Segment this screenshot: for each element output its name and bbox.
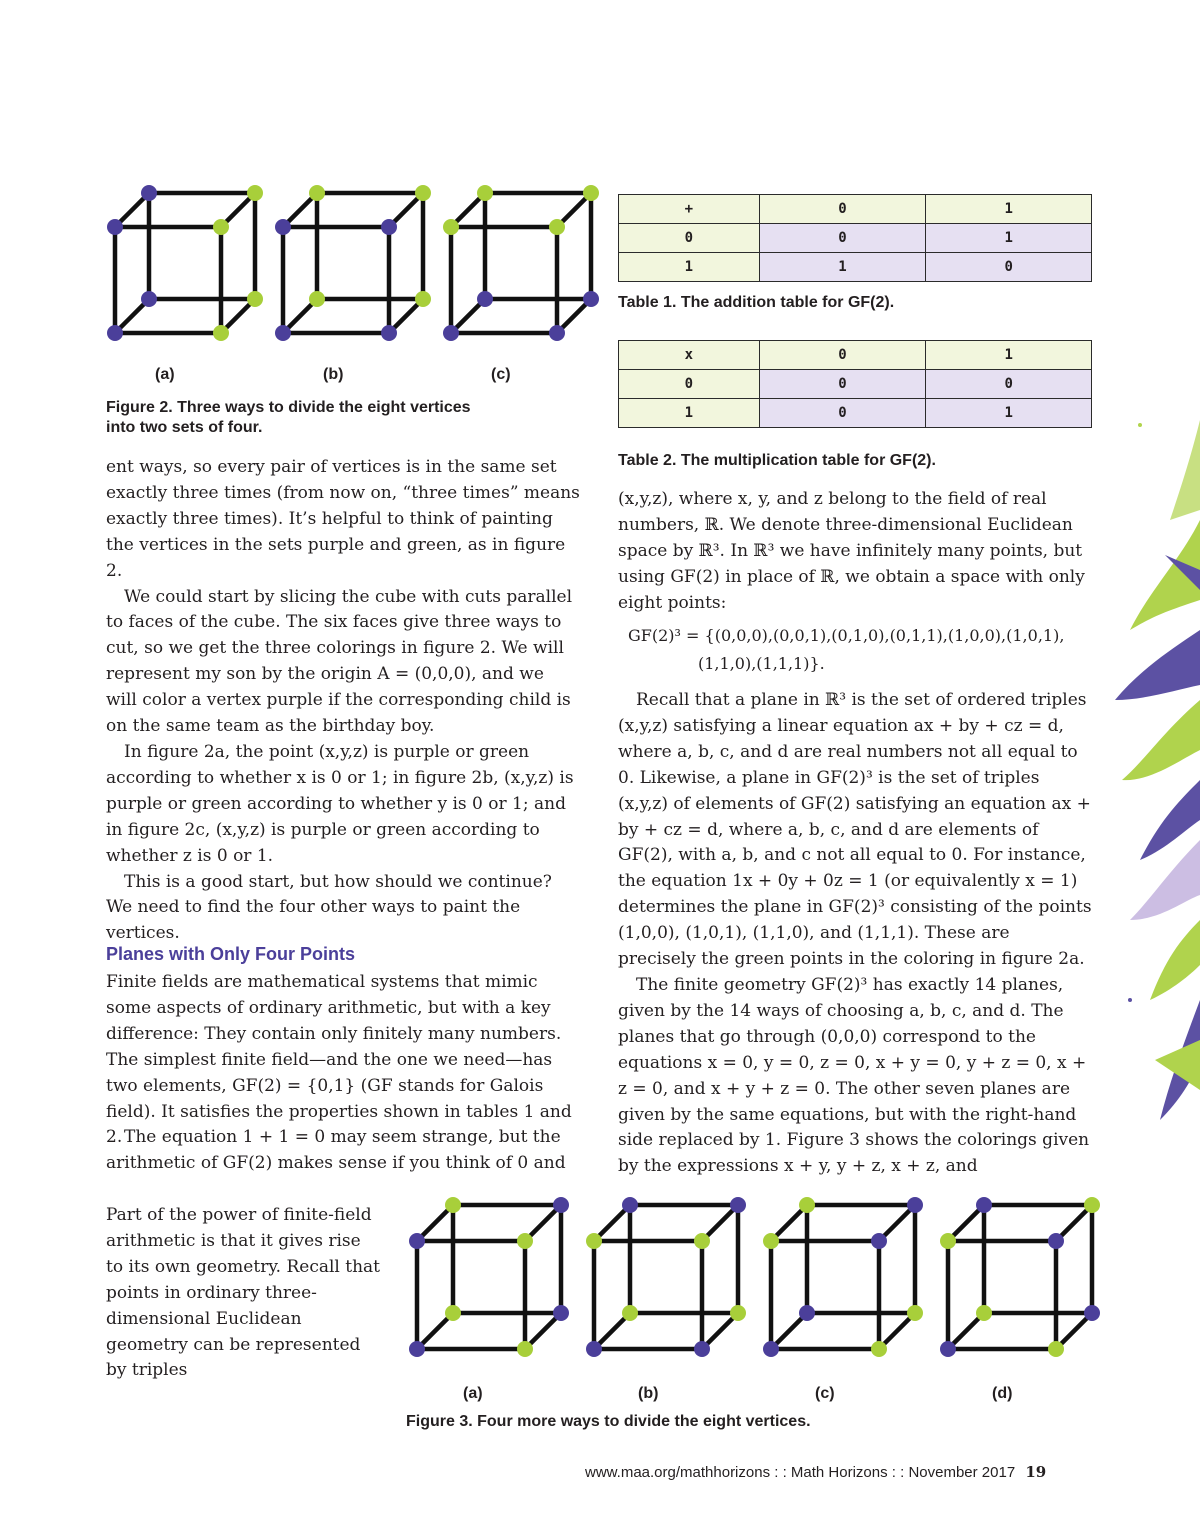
cube-vertex bbox=[275, 219, 291, 235]
cube-vertex bbox=[940, 1341, 956, 1357]
cube-vertex bbox=[871, 1233, 887, 1249]
figure-2-caption-line-1: Figure 2. Three ways to divide the eight vertices bbox=[106, 399, 471, 416]
cube-vertex bbox=[871, 1341, 887, 1357]
page-number: 19 bbox=[1025, 1463, 1047, 1481]
cube-vertex bbox=[976, 1197, 992, 1213]
cube-vertex bbox=[586, 1341, 602, 1357]
figure-3-caption: Figure 3. Four more ways to divide the eight vertices. bbox=[406, 1413, 811, 1430]
right-column-intro bbox=[618, 487, 1092, 617]
paragraph: The finite geometry GF(2)³ has exactly 14 planes, given by the 14 ways of choosing a, b, c, and d. The planes that go through (0,0,0) correspond to the equations x = 0, y = 0, z = 0, x + y = 0, y + z = 0, x + z = 0, and x + y + z = 0. The other seven planes are given by the same equations, but with the right-hand side replaced by 1. Figure 3 shows the colorings given by the expressions x + y, y + z, x + z, and bbox=[618, 974, 1090, 1177]
cube-vertex bbox=[443, 325, 459, 341]
table-2-cell: 0 bbox=[619, 370, 760, 399]
table-2-cell: x bbox=[619, 341, 760, 370]
cube-vertex bbox=[730, 1305, 746, 1321]
cube-vertex bbox=[1084, 1305, 1100, 1321]
paragraph-equation-intro: The equation 1 + 1 = 0 may seem strange, but the arithmetic of GF(2) makes sense if you think of 0 and bbox=[106, 1127, 566, 1173]
cube-vertex bbox=[940, 1233, 956, 1249]
cube-vertex bbox=[517, 1341, 533, 1357]
cube-vertex bbox=[141, 291, 157, 307]
gf2-cubed-equation-line-1: GF(2)³ = {(0,0,0),(0,0,1),(0,1,0),(0,1,1),(1,0,0),(1,0,1), bbox=[628, 626, 1065, 645]
left-column-top bbox=[106, 455, 580, 947]
cube-vertex bbox=[730, 1197, 746, 1213]
cube-vertex bbox=[549, 219, 565, 235]
paragraph: Recall that a plane in ℝ³ is the set of ordered triples (x,y,z) satisfying a linear equation ax + by + cz = d, where a, b, c, and d are real numbers not all equal to 0. Likewise, a plane in GF(2)³ is the set of triples (x,y,z) of elements of GF(2) satisfying an equation ax + by + cz = d, where a, b, c, and d are elements of GF(2), with a, b, and c not all equal to 0. For instance, the equation 1x + 0y + 0z = 1 (or equivalently x = 1) determines the plane in GF(2)³ consisting of the points (1,0,0), (1,0,1), (1,1,0), and (1,1,1). These are precisely the green points in the coloring in figure 2a. bbox=[618, 690, 1092, 970]
section-heading: Planes with Only Four Points bbox=[106, 944, 356, 964]
cube-vertex bbox=[275, 325, 291, 341]
figure-2-cubes bbox=[100, 185, 580, 355]
table-1-cell: 0 bbox=[759, 224, 926, 253]
cube-vertex bbox=[247, 291, 263, 307]
figure-2-label-b: (b) bbox=[323, 366, 344, 383]
left-column-bottom bbox=[106, 1125, 580, 1177]
table-2-caption: Table 2. The multiplication table for GF(2). bbox=[618, 452, 936, 469]
table-1-cell: 0 bbox=[619, 224, 760, 253]
paragraph-continued: Part of the power of finite-field arithmetic is that it gives rise to its own geometry. Recall that points in ordinary three-dimensional Euclidean geometry can be represented by triples bbox=[106, 1205, 381, 1381]
cube-vertex bbox=[799, 1305, 815, 1321]
table-2-cell: 0 bbox=[759, 399, 926, 428]
paragraph: We could start by slicing the cube with cuts parallel to faces of the cube. The six faces give three ways to cut, so we get the three colorings in figure 2. We will represent my son by the origin A = (0,0,0), and we will color a vertex purple if the corresponding child is on the same team as the birthday boy. bbox=[106, 586, 573, 737]
cube-vertex bbox=[763, 1341, 779, 1357]
cube-vertex bbox=[107, 219, 123, 235]
figure-2-caption bbox=[106, 398, 576, 438]
cube-vertex bbox=[517, 1233, 533, 1249]
figure-3-cubes bbox=[400, 1195, 1100, 1370]
table-1-cell: 0 bbox=[926, 253, 1092, 282]
figure-3-label-d: (d) bbox=[992, 1385, 1013, 1402]
table-1-caption: Table 1. The addition table for GF(2). bbox=[618, 294, 895, 311]
cube-vertex bbox=[622, 1305, 638, 1321]
cube-vertex bbox=[445, 1305, 461, 1321]
cube-vertex bbox=[553, 1305, 569, 1321]
cube-vertex bbox=[107, 325, 123, 341]
table-1-cell: 1 bbox=[759, 253, 926, 282]
cube-vertex bbox=[553, 1197, 569, 1213]
table-1-cell: 0 bbox=[759, 195, 926, 224]
cube-vertex bbox=[477, 291, 493, 307]
cube-vertex bbox=[309, 185, 325, 201]
figure-2-label-a: (a) bbox=[155, 366, 175, 383]
footer-text: www.maa.org/mathhorizons : : Math Horizons : : November 2017 bbox=[585, 1464, 1016, 1481]
table-2-header-row bbox=[619, 341, 1092, 370]
figure-3-label-a: (a) bbox=[463, 1385, 483, 1402]
cube-vertex bbox=[694, 1233, 710, 1249]
cube-vertex bbox=[247, 185, 263, 201]
table-2-row bbox=[619, 370, 1092, 399]
table-1-cell: 1 bbox=[619, 253, 760, 282]
cube-vertex bbox=[381, 219, 397, 235]
table-1-cell: 1 bbox=[926, 224, 1092, 253]
table-1-cell: 1 bbox=[926, 195, 1092, 224]
cube-vertex bbox=[907, 1305, 923, 1321]
figure-2-label-c: (c) bbox=[491, 366, 511, 383]
cube-vertex bbox=[443, 219, 459, 235]
table-2-cell: 0 bbox=[926, 370, 1092, 399]
cube-vertex bbox=[213, 325, 229, 341]
cube-vertex bbox=[907, 1197, 923, 1213]
table-1 bbox=[618, 194, 1092, 282]
cube-vertex bbox=[477, 185, 493, 201]
figure-3-label-b: (b) bbox=[638, 1385, 659, 1402]
paragraph: This is a good start, but how should we continue? We need to find the four other ways to paint the vertices. bbox=[106, 871, 552, 944]
cube-vertex bbox=[549, 325, 565, 341]
cube-vertex bbox=[1084, 1197, 1100, 1213]
paragraph: ent ways, so every pair of vertices is in the same set exactly three times (from now on, “three times” means exactly three times). It’s helpful to think of painting the vertices in the sets purple and green, as in figure 2. bbox=[106, 457, 580, 581]
paint-splash-decoration bbox=[1110, 400, 1200, 1240]
cube-vertex bbox=[415, 291, 431, 307]
page-footer bbox=[585, 1463, 1046, 1481]
cube-vertex bbox=[445, 1197, 461, 1213]
cube-vertex bbox=[415, 185, 431, 201]
table-2-cell: 0 bbox=[759, 370, 926, 399]
table-1-cell: + bbox=[619, 195, 760, 224]
cube-vertex bbox=[622, 1197, 638, 1213]
cube-vertex bbox=[381, 325, 397, 341]
cube-vertex bbox=[1048, 1341, 1064, 1357]
table-2-cell: 0 bbox=[759, 341, 926, 370]
cube-vertex bbox=[409, 1341, 425, 1357]
figure-2-caption-line-2: into two sets of four. bbox=[106, 419, 263, 436]
figure-3 bbox=[400, 1195, 1100, 1374]
cube-vertex bbox=[694, 1341, 710, 1357]
left-column-narrow bbox=[106, 1203, 382, 1384]
gf2-cubed-equation-line-2: (1,1,0),(1,1,1)}. bbox=[698, 654, 825, 673]
table-2-cell: 1 bbox=[926, 399, 1092, 428]
cube-vertex bbox=[141, 185, 157, 201]
paragraph: (x,y,z), where x, y, and z belong to the field of real numbers, ℝ. We denote three-dimensional Euclidean space by ℝ³. In ℝ³ we have infinitely many points, but using GF(2) in place of ℝ, we obtain a space with only eight points: bbox=[618, 489, 1085, 613]
table-2-row bbox=[619, 399, 1092, 428]
paragraph: Finite fields are mathematical systems that mimic some aspects of ordinary arithmetic, but with a key difference: They contain only finitely many numbers. The simplest finite field—and the one we need—has two elements, GF(2) = {0,1} (GF stands for Galois field). It satisfies the properties shown in tables 1 and 2. bbox=[106, 972, 572, 1148]
cube-vertex bbox=[1048, 1233, 1064, 1249]
table-2 bbox=[618, 340, 1092, 428]
table-1-row bbox=[619, 224, 1092, 253]
cube-vertex bbox=[976, 1305, 992, 1321]
cube-vertex bbox=[213, 219, 229, 235]
cube-vertex bbox=[583, 185, 599, 201]
table-1-row bbox=[619, 253, 1092, 282]
paragraph: In figure 2a, the point (x,y,z) is purple or green according to whether x is 0 or 1; in figure 2b, (x,y,z) is purple or green according to whether y is 0 or 1; and in figure 2c, (x,y,z) is purple or green according to whether z is 0 or 1. bbox=[106, 741, 574, 866]
cube-vertex bbox=[409, 1233, 425, 1249]
cube-vertex bbox=[763, 1233, 779, 1249]
table-2-cell: 1 bbox=[926, 341, 1092, 370]
cube-vertex bbox=[583, 291, 599, 307]
cube-vertex bbox=[799, 1197, 815, 1213]
cube-vertex bbox=[309, 291, 325, 307]
right-column-body bbox=[618, 688, 1092, 1180]
cube-vertex bbox=[586, 1233, 602, 1249]
figure-2 bbox=[100, 185, 580, 355]
table-1-header-row bbox=[619, 195, 1092, 224]
figure-3-label-c: (c) bbox=[815, 1385, 835, 1402]
table-2-cell: 1 bbox=[619, 399, 760, 428]
